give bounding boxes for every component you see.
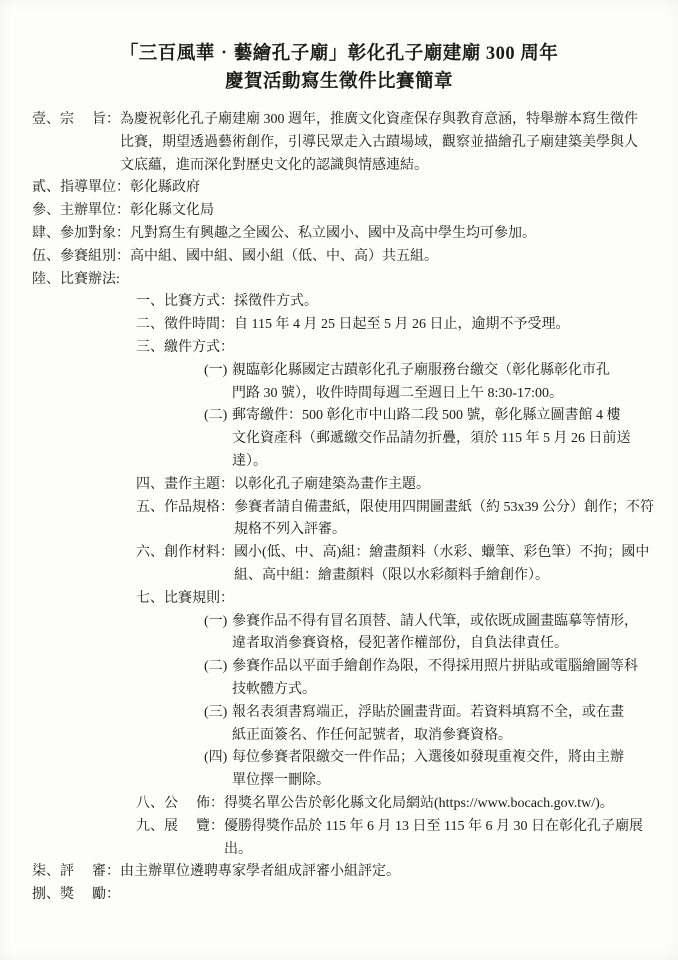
item-marker: 肆、 bbox=[32, 225, 60, 241]
item-marker: 參、 bbox=[32, 203, 60, 219]
item-label: 作品規格 bbox=[164, 499, 220, 515]
item-text: 優勝得獎作品於 115 年 6 月 13 日至 115 年 6 月 30 日在彰化孔子廟展 bbox=[224, 818, 643, 834]
submission-by-mail bbox=[0, 405, 678, 428]
item-text: 參賽作品不得有冒名頂替、請人代筆，或依既成圖畫臨摹等情形， bbox=[232, 613, 638, 629]
item-text: 技軟體方式。 bbox=[232, 681, 316, 697]
item-text: 文底蘊，進而深化對歷史文化的認識與情感連結。 bbox=[120, 157, 428, 173]
section-judging bbox=[0, 861, 678, 884]
rule-spec bbox=[0, 497, 678, 520]
item-marker: 陸、 bbox=[32, 271, 60, 287]
item-label: 宗旨 bbox=[60, 112, 106, 127]
section-organizer bbox=[0, 200, 678, 223]
section-advisor bbox=[0, 177, 678, 200]
item-colon: ： bbox=[220, 339, 234, 355]
item-label: 比賽方式 bbox=[164, 294, 220, 310]
item-text: 每位參賽者限繳交一件作品；入選後如發現重複交件，將由主辦 bbox=[232, 750, 624, 766]
item-text: 達）。 bbox=[232, 453, 267, 469]
submission-by-mail-cont bbox=[0, 451, 678, 474]
item-marker: 貳、 bbox=[32, 180, 60, 196]
regulation-2-cont bbox=[0, 679, 678, 702]
item-marker: 四、 bbox=[136, 476, 164, 492]
item-marker: 九、 bbox=[136, 818, 164, 834]
item-label: 繳件方式 bbox=[164, 339, 220, 355]
item-colon: ： bbox=[220, 499, 234, 515]
item-text: 郵寄繳件：500 彰化市中山路二段 500 號，彰化縣立圖書館 4 樓 bbox=[232, 408, 621, 424]
rule-method bbox=[0, 291, 678, 314]
item-text: 參賽作品以平面手繪創作為限，不得採用照片拼貼或電腦繪圖等科 bbox=[232, 659, 638, 675]
item-text: 以彰化孔子廟建築為畫作主題。 bbox=[234, 476, 430, 492]
item-text: 為慶祝彰化孔子廟建廟 300 週年，推廣文化資產保存與教育意涵，特舉辦本寫生徵件 bbox=[120, 112, 638, 127]
item-text: 紙正面簽名、作任何記號者，取消參賽資格。 bbox=[232, 727, 512, 743]
item-colon: ： bbox=[116, 248, 130, 264]
document-title bbox=[0, 0, 678, 96]
item-marker: 柒、 bbox=[32, 864, 60, 880]
item-prefix: (一) bbox=[204, 362, 228, 378]
rule-materials bbox=[0, 542, 678, 565]
submission-in-person-cont bbox=[0, 383, 678, 406]
item-label: 獎勵 bbox=[60, 887, 106, 903]
item-prefix: (二) bbox=[204, 659, 228, 675]
item-text: 門路 30 號），收件時間每週二至週日上午 8:30-17:00。 bbox=[232, 385, 563, 401]
item-label: 公佈 bbox=[164, 795, 210, 811]
item-colon: ： bbox=[220, 476, 234, 492]
item-colon: ： bbox=[220, 590, 234, 606]
item-label: 徵件時間 bbox=[164, 317, 220, 333]
rule-period bbox=[0, 314, 678, 337]
item-text: 由主辦單位遴聘專家學者組成評審小組評定。 bbox=[120, 864, 400, 880]
item-label: 比賽規則 bbox=[164, 590, 220, 606]
item-text: 文化資產科（郵遞繳交作品請勿折疊，須於 115 年 5 月 26 日前送 bbox=[232, 431, 631, 447]
item-marker: 二、 bbox=[136, 317, 164, 333]
item-prefix: (一) bbox=[204, 613, 228, 629]
item-marker: 伍、 bbox=[32, 248, 60, 264]
rule-submission-header bbox=[0, 337, 678, 360]
section-rules-header bbox=[0, 269, 678, 292]
item-text: 出。 bbox=[224, 841, 252, 857]
rule-spec-cont bbox=[0, 519, 678, 542]
rule-regulations-header bbox=[0, 588, 678, 611]
item-text: 彰化縣文化局 bbox=[130, 203, 214, 219]
item-text: 規格不列入評審。 bbox=[234, 522, 346, 538]
item-text: 自 115 年 4 月 25 日起至 5 月 26 日止，逾期不予受理。 bbox=[234, 317, 570, 333]
item-text: 違者取消參賽資格，侵犯著作權部份，自負法律責任。 bbox=[232, 636, 568, 652]
item-colon: ： bbox=[116, 225, 130, 241]
item-text: 高中組、國中組、國小組（低、中、高）共五組。 bbox=[130, 248, 438, 264]
item-marker: 一、 bbox=[136, 294, 164, 310]
item-label: 畫作主題 bbox=[164, 476, 220, 492]
regulation-1-cont bbox=[0, 633, 678, 656]
regulation-3 bbox=[0, 702, 678, 725]
item-text: 國小(低、中、高)組：繪畫顏料（水彩、蠟筆、彩色筆）不拘；國中 bbox=[234, 545, 650, 561]
item-label: 主辦單位 bbox=[60, 203, 116, 219]
regulation-4-cont bbox=[0, 770, 678, 793]
section-purpose bbox=[0, 109, 678, 132]
section-purpose-cont bbox=[0, 132, 678, 155]
item-colon: ： bbox=[106, 887, 120, 903]
section-groups bbox=[0, 246, 678, 269]
item-colon: ： bbox=[210, 795, 224, 811]
item-text: 彰化縣政府 bbox=[130, 180, 200, 196]
item-label: 參賽組別 bbox=[60, 248, 116, 264]
item-prefix: (四) bbox=[204, 750, 228, 766]
document-title-line1: 「三百風華‧藝繪孔子廟」彰化孔子廟建廟 300 周年 bbox=[119, 44, 559, 64]
item-label: 參加對象 bbox=[60, 225, 116, 241]
rule-exhibition bbox=[0, 816, 678, 839]
item-text: 比賽，期望透過藝術創作，引導民眾走入古蹟場域，觀察並描繪孔子廟建築美學與人 bbox=[120, 134, 638, 150]
item-text: 參賽者請自備畫紙，限使用四開圖畫紙（約 53x39 公分）創作；不符 bbox=[234, 499, 654, 515]
item-colon: ： bbox=[106, 112, 120, 127]
document-body bbox=[0, 109, 678, 907]
section-eligibility bbox=[0, 223, 678, 246]
item-colon: ： bbox=[220, 317, 234, 333]
item-prefix: (二) bbox=[204, 408, 228, 424]
item-prefix: (三) bbox=[204, 704, 228, 720]
item-text: 親臨彰化縣國定古蹟彰化孔子廟服務台繳交（彰化縣彰化市孔 bbox=[232, 362, 610, 378]
item-text: 組、高中組：繪畫顏料（限以水彩顏料手繪創作）。 bbox=[234, 567, 549, 583]
item-colon: ： bbox=[116, 203, 130, 219]
submission-in-person bbox=[0, 360, 678, 383]
regulation-1 bbox=[0, 611, 678, 634]
regulation-3-cont bbox=[0, 725, 678, 748]
regulation-2 bbox=[0, 656, 678, 679]
item-text: 得獎名單公告於彰化縣文化局網站(https://www.bocach.gov.tw/)。 bbox=[224, 795, 614, 811]
rule-theme bbox=[0, 474, 678, 497]
submission-by-mail-cont bbox=[0, 428, 678, 451]
item-marker: 捌、 bbox=[32, 887, 60, 903]
item-text: 採徵件方式。 bbox=[234, 294, 318, 310]
item-colon: : bbox=[116, 271, 120, 287]
item-colon: ： bbox=[220, 545, 234, 561]
rule-exhibition-cont bbox=[0, 839, 678, 862]
item-label: 展覽 bbox=[164, 818, 210, 834]
item-marker: 壹、 bbox=[32, 112, 60, 127]
item-label: 評審 bbox=[60, 864, 106, 880]
item-label: 指導單位 bbox=[60, 180, 116, 196]
item-marker: 三、 bbox=[136, 339, 164, 355]
section-purpose-cont bbox=[0, 155, 678, 178]
item-colon: ： bbox=[220, 294, 234, 310]
item-text: 凡對寫生有興趣之全國公、私立國小、國中及高中學生均可參加。 bbox=[130, 225, 536, 241]
regulation-4 bbox=[0, 747, 678, 770]
section-awards bbox=[0, 884, 678, 907]
item-marker: 七、 bbox=[136, 590, 164, 606]
item-label: 創作材料 bbox=[164, 545, 220, 561]
item-marker: 八、 bbox=[136, 795, 164, 811]
item-marker: 五、 bbox=[136, 499, 164, 515]
rule-announcement bbox=[0, 793, 678, 816]
document-title-line2: 慶賀活動寫生徵件比賽簡章 bbox=[224, 72, 453, 92]
item-colon: ： bbox=[116, 180, 130, 196]
item-text: 報名表須書寫端正，浮貼於圖畫背面。若資料填寫不全，或在畫 bbox=[232, 704, 624, 720]
item-marker: 六、 bbox=[136, 545, 164, 561]
item-colon: ： bbox=[106, 864, 120, 880]
rule-materials-cont bbox=[0, 565, 678, 588]
item-text: 單位擇一刪除。 bbox=[232, 773, 330, 789]
item-colon: ： bbox=[210, 818, 224, 834]
item-label: 比賽辦法 bbox=[60, 271, 116, 287]
